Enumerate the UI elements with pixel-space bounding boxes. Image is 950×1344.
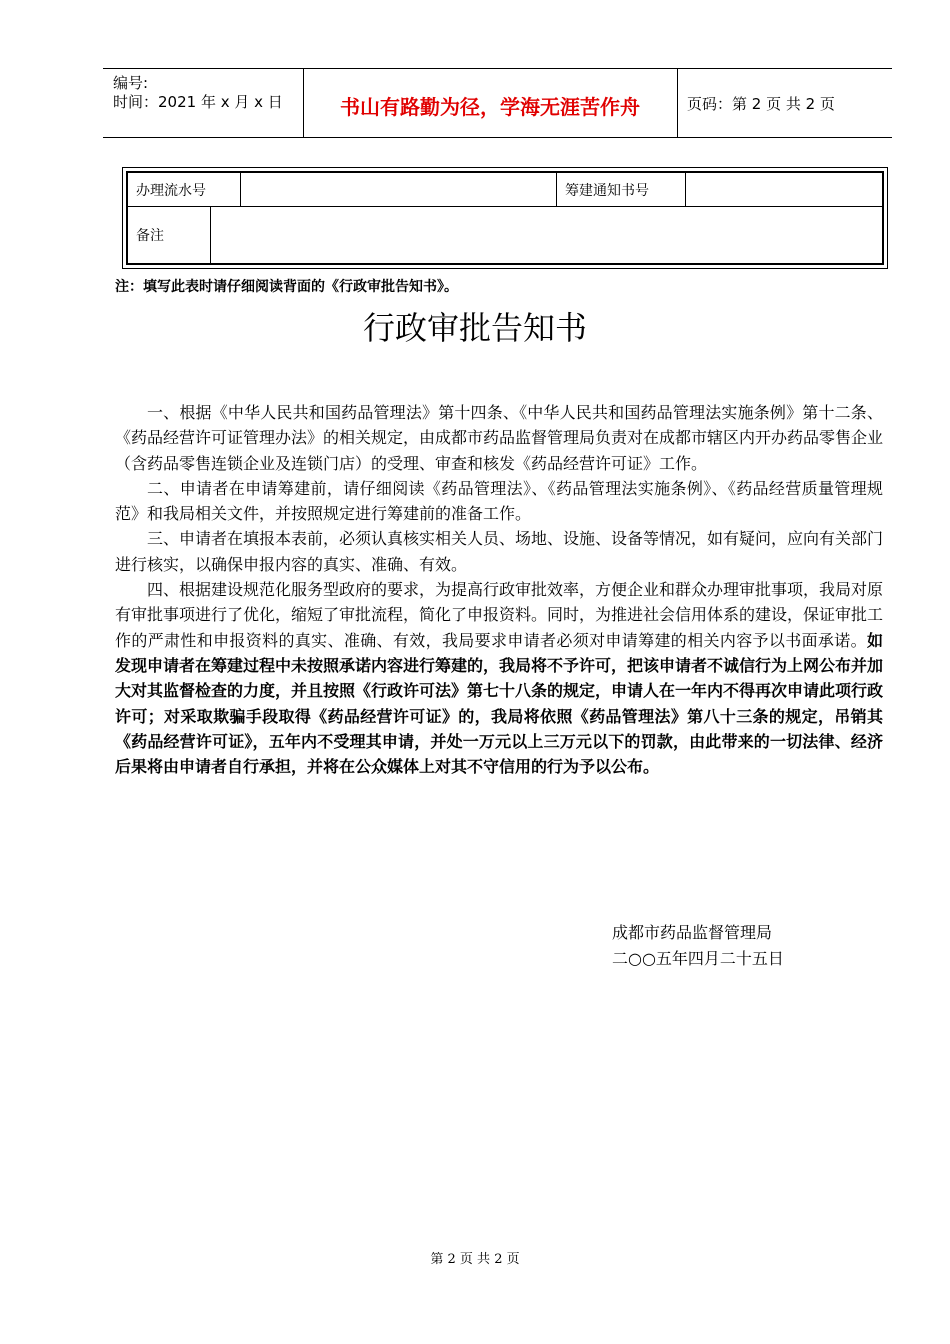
paragraph-4-normal: 四、根据建设规范化服务型政府的要求，为提高行政审批效率，方便企业和群众办理审批事项，我局对原有审批事项进行了优化，缩短了审批流程，简化了申报资料。同时，为推进社会信用体系的建设，保证审批工作的严肃性和申报资料的真实、准确、有效，我局要求申请者必须对申请筹建的相关内容予以书面承诺。 (115, 580, 884, 650)
page-header (103, 68, 892, 138)
serial-label: 办理流水号 (136, 182, 206, 199)
paragraph-4-bold: 如发现申请者在筹建过程中未按照承诺内容进行筹建的，我局将不予许可，把该申请者不诚信行为上网公布并加大对其监督检查的力度，并且按照《行政许可法》第七十八条的规定，申请人在一年内不得再次申请此项行政许可；对采取欺骗手段取得《药品经营许可证》的，我局将依照《药品管理法》第八十三条的规定，吊销其《药品经营许可证》，五年内不受理其申请，并处一万元以上三万元以下的罚款，由此带来的一切法律、经济后果将由申请者自行承担，并将在公众媒体上对其不守信用的行为予以公布。 (115, 630, 884, 777)
remark-value-field[interactable] (211, 207, 882, 263)
header-meta (103, 69, 304, 137)
signature-org: 成都市药品监督管理局 (612, 923, 773, 942)
paragraph-1: 一、根据《中华人民共和国药品管理法》第十四条、《中华人民共和国药品管理法实施条例》第十二条、《药品经营许可证管理办法》的相关规定，由成都市药品监督管理局负责对在成都市辖区内开办药品零售企业（含药品零售连锁企业及连锁门店）的受理、审查和核发《药品经营许可证》工作。 (115, 403, 884, 473)
notice-label-cell (557, 173, 686, 206)
signature-date: 二○○五年四月二十五日 (612, 949, 784, 968)
form-note: 注：填写此表时请仔细阅读背面的《行政审批告知书》。 (115, 279, 458, 295)
page-info: 页码：第 2 页 共 2 页 (687, 95, 835, 113)
form-row-remark (128, 207, 882, 263)
form-row-serial (128, 173, 882, 207)
remark-label-cell (128, 207, 211, 263)
header-page-cell (677, 69, 892, 137)
notice-label: 筹建通知书号 (565, 182, 649, 199)
time-label: 时间：2021 年 x 月 x 日 (113, 93, 283, 111)
serial-value-field[interactable] (241, 173, 557, 206)
paragraph-3: 三、申请者在填报本表前，必须认真核实相关人员、场地、设施、设备等情况，如有疑问，应向有关部门进行核实，以确保申报内容的真实、准确、有效。 (115, 529, 884, 574)
notice-body (115, 400, 883, 779)
motto: 书山有路勤为径，学海无涯苦作舟 (340, 95, 640, 119)
page-title: 行政审批告知书 (362, 309, 587, 347)
header-motto-cell (303, 69, 678, 137)
page-footer: 第 2 页 共 2 页 (430, 1252, 520, 1267)
application-form-table (122, 167, 888, 269)
number-label: 编号: (113, 74, 149, 92)
serial-label-cell (128, 173, 241, 206)
signature-block (612, 920, 784, 972)
remark-label: 备注 (136, 228, 164, 244)
notice-value-field[interactable] (686, 173, 882, 206)
paragraph-2: 二、申请者在申请筹建前，请仔细阅读《药品管理法》、《药品管理法实施条例》、《药品经营质量管理规范》和我局相关文件，并按照规定进行筹建前的准备工作。 (115, 478, 883, 524)
paragraph-4 (115, 577, 883, 779)
